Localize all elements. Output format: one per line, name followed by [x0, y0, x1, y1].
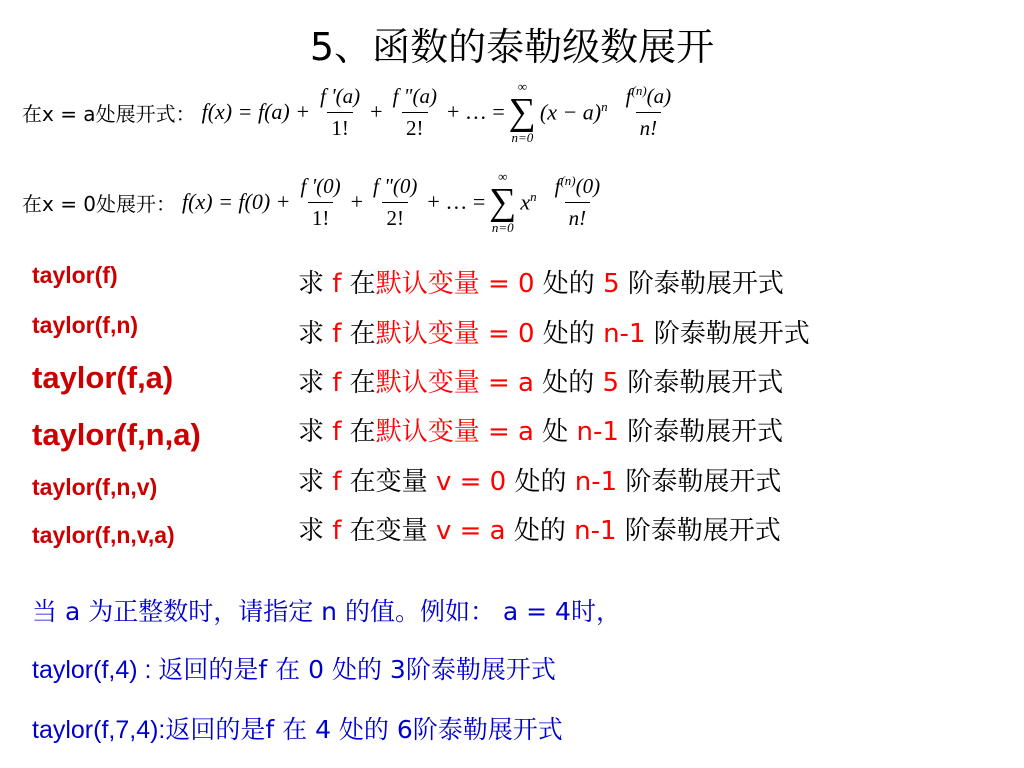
term-n — [622, 83, 676, 141]
note-line-1: 当 a 为正整数时，请指定 n 的值。例如： a = 4时， — [32, 597, 621, 626]
sum-symbol: ∑ — [489, 181, 517, 223]
term-1 — [297, 174, 345, 231]
term-n — [551, 173, 605, 231]
summation — [509, 80, 536, 144]
description-line: 求 f 在默认变量 = 0 处的 5 阶泰勒展开式 — [298, 269, 784, 299]
term-1-numerator: f '(a) — [320, 83, 361, 108]
term-n-denominator: n! — [565, 202, 591, 231]
term-1 — [316, 84, 364, 141]
function-name: taylor(f,a) — [32, 360, 174, 395]
term-n-numerator: $f^{(n)}(a)$ — [625, 83, 672, 108]
summation — [489, 170, 516, 234]
sum-lower-limit: n=0 — [491, 220, 514, 235]
sum-symbol: ∑ — [508, 91, 536, 133]
term-2-numerator: f "(a) — [392, 83, 437, 108]
term-n-numerator: $f^{(n)}(0)$ — [554, 173, 601, 198]
term-2-denominator: 2! — [382, 202, 408, 231]
term-1-denominator: 1! — [308, 202, 334, 231]
note-line-2 — [32, 650, 556, 686]
slide-title: 5、函数的泰勒级数展开 — [309, 25, 715, 69]
function-name: taylor(f,n,v) — [32, 474, 158, 500]
term-1-denominator: 1! — [327, 112, 353, 141]
description-line: 求 f 在变量 v = 0 处的 n-1 阶泰勒展开式 — [298, 467, 782, 497]
note-text: 返回的是f 在 0 处的 3阶泰勒展开式 — [158, 655, 556, 684]
formula-lhs: f(x) = f(0) + — [182, 189, 291, 214]
taylor-formula-a: 在x = a处展开式： f(x) = f(a) + $\frac{f '(a)}{1!}$ + $\frac{f "(a)}{2!}$ + … = ∞ ∑ n=0 $(x - a)^n$ $\frac{f^{(n)}(a)}{n!}$ — [22, 80, 681, 144]
description-line: 求 f 在默认变量 = a 处的 5 阶泰勒展开式 — [298, 368, 784, 398]
sum-lower-limit: n=0 — [511, 130, 534, 145]
power-term: $(x - a)^n$ — [539, 98, 608, 125]
term-2-denominator: 2! — [402, 112, 428, 141]
formula-prefix: 在x = 0处展开： — [22, 191, 177, 216]
term-2 — [389, 84, 441, 141]
function-name: taylor(f,n,v,a) — [32, 522, 175, 548]
function-name: taylor(f,n,a) — [32, 417, 201, 452]
formula-tail: + … = — [446, 99, 505, 124]
formula-tail: + … = — [427, 189, 486, 214]
note-text: 返回的是f 在 4 处的 6阶泰勒展开式 — [165, 715, 563, 744]
term-n-denominator: n! — [636, 112, 662, 141]
description-line: 求 f 在变量 v = a 处的 n-1 阶泰勒展开式 — [298, 516, 781, 546]
formula-prefix: 在x = a处展开式： — [22, 101, 196, 126]
function-name: taylor(f) — [32, 262, 118, 288]
power-term: $x^n$ — [520, 188, 537, 215]
note-line-3 — [32, 710, 563, 746]
note-code: taylor(f,4) : — [32, 656, 159, 684]
sum-upper-limit: ∞ — [517, 79, 527, 94]
term-2 — [369, 174, 421, 231]
description-line: 求 f 在默认变量 = a 处 n-1 阶泰勒展开式 — [298, 417, 784, 447]
formula-lhs: f(x) = f(a) + — [201, 99, 311, 124]
note-code: taylor(f,7,4): — [32, 716, 166, 744]
sum-upper-limit: ∞ — [498, 169, 508, 184]
taylor-formula-0: 在x = 0处展开： f(x) = f(0) + $\frac{f '(0)}{1!}$ + $\frac{f "(0)}{2!}$ + … = ∞ ∑ n=0 $x^n$ $\frac{f^{(n)}(0)}{n!}$ — [22, 170, 610, 234]
description-line: 求 f 在默认变量 = 0 处的 n-1 阶泰勒展开式 — [298, 319, 810, 349]
function-name: taylor(f,n) — [32, 312, 139, 338]
term-2-numerator: f "(0) — [373, 173, 418, 198]
term-1-numerator: f '(0) — [300, 173, 341, 198]
